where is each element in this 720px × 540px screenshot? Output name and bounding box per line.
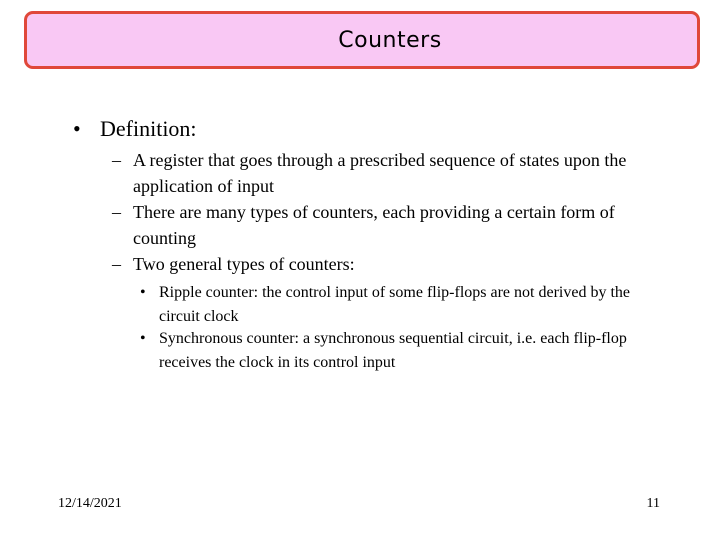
- footer-date: 12/14/2021: [58, 496, 122, 511]
- dash-glyph: –: [112, 202, 121, 222]
- point-2: [112, 199, 672, 251]
- point-3: [112, 251, 672, 277]
- subpoint-1-text: Ripple counter: the control input of some flip-flops are not derived by the circuit clock: [159, 284, 630, 325]
- subpoint-2: [140, 327, 670, 375]
- slide-title: Counters: [338, 27, 442, 53]
- subpoint-1: [140, 281, 670, 329]
- page-number: 11: [646, 496, 660, 511]
- point-2-text: There are many types of counters, each providing a certain form of counting: [133, 202, 615, 248]
- bullet-definition: [73, 116, 197, 142]
- subpoint-2-text: Synchronous counter: a synchronous sequential circuit, i.e. each flip-flop receives the clock in its control input: [159, 330, 627, 371]
- dash-glyph: –: [112, 150, 121, 170]
- title-box: [24, 11, 700, 69]
- dash-glyph: –: [112, 254, 121, 274]
- bullet-glyph: •: [140, 284, 146, 301]
- point-1-text: A register that goes through a prescribed sequence of states upon the application of input: [133, 150, 627, 196]
- point-1: [112, 147, 672, 199]
- definition-label: Definition:: [100, 116, 197, 141]
- bullet-glyph: •: [73, 116, 81, 141]
- bullet-glyph: •: [140, 330, 146, 347]
- point-3-text: Two general types of counters:: [133, 254, 355, 274]
